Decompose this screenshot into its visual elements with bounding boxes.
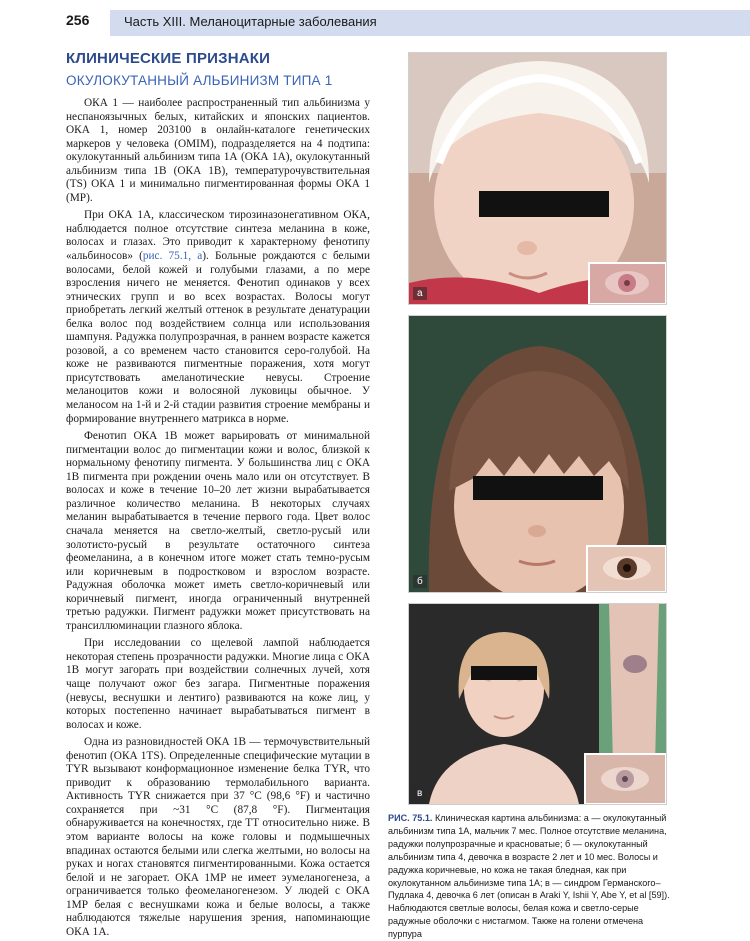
photo-infant-albinism (409, 53, 666, 304)
body-text (66, 97, 370, 939)
panel-label-c: в (413, 787, 426, 800)
privacy-bar (473, 476, 603, 500)
privacy-bar (471, 666, 537, 680)
figure-caption-text: Клиническая картина альбинизма: а — окулокутанный альбинизм типа 1А, мальчик 7 мес. Полное отсутствие меланина, радужки полупрозрачные и красноватые; б — окулокутанный альбинизм типа 4, девочка в возрасте 2 лет и 10 мес. Волосы и радужка коричневые, но кожа не такая бледная, как при окулокутанном альбинизме типа 1А; в — синдром Германского–Пудлака 4, девочка 6 лет (описан в Araki Y, Ishii Y, Abe Y, et al [59]). Наблюдаются светлые волосы, белая кожа и светло-серые радужные оболочки с нистагмом. Также на голени отмечена пурпура (388, 813, 670, 940)
figure-reference-link[interactable]: рис. 75.1, а (142, 250, 203, 263)
figure-panel-c (408, 603, 667, 805)
photo-girl-hps4 (409, 604, 666, 804)
running-head: Часть XIII. Меланоцитарные заболевания (124, 14, 377, 29)
paragraph: Фенотип ОКА 1В может варьировать от минимальной пигментации волос до пигментации кожи и волос, близкой к нормальному фенотипу пигмента. У большинства лиц с ОКА 1В пигмента при рождении очень мало или он отсутствует. В волосах и коже в течение 10–20 лет жизни вырабатывается различное количество меланина. В некоторых случаях меланин вырабатывается в течение первого года. Цвет волос сначала меняется на светло-желтый, светло-русый или золотисто-русый в результате остаточного синтеза феомеланина, а в конечном итоге может стать темно-русым или коричневым в подростковом и взрослом возрасте. Радужная оболочка может иметь светло-коричневый или коричневый пигмент, иногда ограниченный внутренней третью радужки. Пигмент радужки может присутствовать на трансиллюминации глазного яблока. (66, 430, 370, 632)
page-header (0, 0, 750, 40)
paragraph: При ОКА 1А, классическом тирозиназонегативном ОКА, наблюдается полное отсутствие синтеза меланина в коже, волосах и глазах. Это приводит к характерному фенотипу «альбиносов» (рис. 75.1, а). Больные рождаются с белыми волосами, белой кожей и голубыми глазами, а по мере взросления ничего не меняется. Фенотип одинаков у всех этнических групп и во всех возрастах. Волосы могут приобретать легкий желтый оттенок в результате денатурации белка волос под воздействием солнца или использования шампуня. Радужка полупрозрачная, в раннем возрасте кажется розовой, а со временем часто становится серо-голубой. На коже не развиваются пигментные поражения, хотя могут присутствовать амеланотические невусы. Строение меланоцитов кожи и волосяной луковицы обычное. У меланосом на 1-й и 2-й стадии развития строение мембраны и формирование внутреннего матрикса в норме. (66, 209, 370, 425)
panel-label-a: а (413, 287, 427, 300)
photo-girl-oca4 (409, 316, 666, 592)
panel-label-b: б (413, 575, 427, 588)
privacy-bar (479, 191, 609, 217)
page-number: 256 (66, 12, 90, 28)
section-title: КЛИНИЧЕСКИЕ ПРИЗНАКИ (66, 50, 271, 67)
paragraph: При исследовании со щелевой лампой наблюдается некоторая степень прозрачности радужки. Многие лица с ОКА 1В могут загорать при воздействии солнечных лучей, хотя чаще получают ожог без загара. Пигментные поражения (невусы, веснушки и лентиго) развиваются на коже лиц, у которых постепенно начинает вырабатываться пигмент в волосах и коже. (66, 637, 370, 731)
figure-panel-a (408, 52, 667, 305)
figure-panel-b (408, 315, 667, 593)
paragraph: ОКА 1 — наиболее распространенный тип альбинизма у неспаноязычных белых, китайских и японских пациентов. ОКА 1, номер 203100 в онлайн-каталоге генетических маркеров у человека (OMIM), подразделяется на 4 подтипа: окулокутанный альбинизм типа 1А (ОКА 1А), окулокутанный альбинизм типа 1В (ОКА 1В), температурочувствительная (TS) ОКА 1 и минимально пигментированная формы ОКА 1 (MP). (66, 97, 370, 204)
subsection-title: ОКУЛОКУТАННЫЙ АЛЬБИНИЗМ ТИПА 1 (66, 73, 333, 88)
paragraph: Одна из разновидностей ОКА 1В — термочувствительный фенотип (ОКА 1TS). Определенные специфические мутации в TYR вызывают конформационное изменение белка TYR, что приводит к образованию термолабильного варианта. Активность TYR снижается при 37 °С (98,6 °F) и частично сохраняется при ~31 °С (87,8 °F). Пигментация обнаруживается на конечностях, где ТТ относительно ниже. В этом варианте волосы на коже головы и подмышечных впадинах остаются белыми или слегка желтыми, но волосы на руках и ногах становятся пигментированными. Кожа остается белой и не загорает. ОКА 1MP не имеет эумеланогенеза, а ограничивается только феомеланогенезом. У людей с ОКА 1MP белая с веснушками кожа и белые волосы, а также наблюдаются тяжелые нарушения зрения, напоминающие ОКА 1А. (66, 736, 370, 938)
figure-caption-label: РИС. 75.1. (388, 813, 433, 823)
